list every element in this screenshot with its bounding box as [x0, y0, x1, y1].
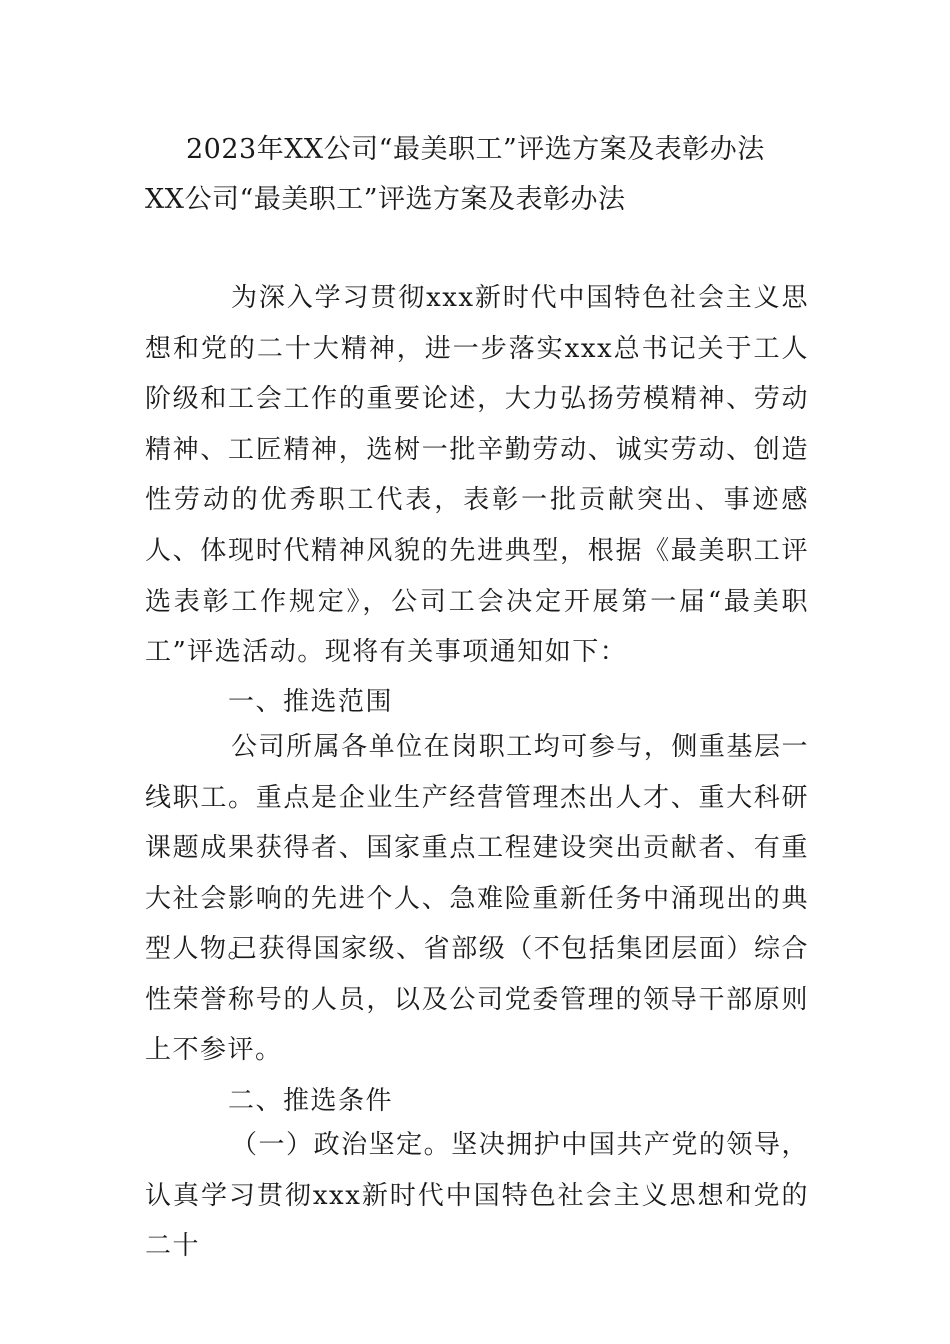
scope-paragraph-2: 已获得国家级、省部级（不包括集团层面）综合性荣誉称号的人员，以及公司党委管理的领导干部原则上不参评。 [145, 934, 809, 1066]
section-heading-conditions: 二、推选条件 [228, 1086, 394, 1116]
document-subtitle: XX公司“最美职工”评选方案及表彰办法 [145, 184, 626, 215]
section-heading-scope: 一、推选范围 [228, 687, 394, 717]
document-title: 2023年XX公司“最美职工”评选方案及表彰办法 [186, 134, 765, 165]
intro-paragraph: 为深入学习贯彻xxx新时代中国特色社会主义思想和党的二十大精神，进一步落实xxx总书记关于工人阶级和工会工作的重要论述，大力弘扬劳模精神、劳动精神、工匠精神，选树一批辛勤劳动、诚实劳动、创造性劳动的优秀职工代表，表彰一批贡献突出、事迹感人、体现时代精神风貌的先进典型，根据《最美职工评选表彰工作规定》，公司工会决定开展第一届“最美职工”评选活动。现将有关事项通知如下： [145, 283, 809, 668]
scope-paragraph-1: 公司所属各单位在岗职工均可参与，侧重基层一线职工。重点是企业生产经营管理杰出人才、重大科研课题成果获得者、国家重点工程建设突出贡献者、有重大社会影响的先进个人、急难险重新任务中涌现出的典型人物。 [145, 732, 809, 965]
conditions-paragraph-1: （一）政治坚定。坚决拥护中国共产党的领导，认真学习贯彻xxx新时代中国特色社会主义思想和党的二十 [145, 1130, 809, 1262]
